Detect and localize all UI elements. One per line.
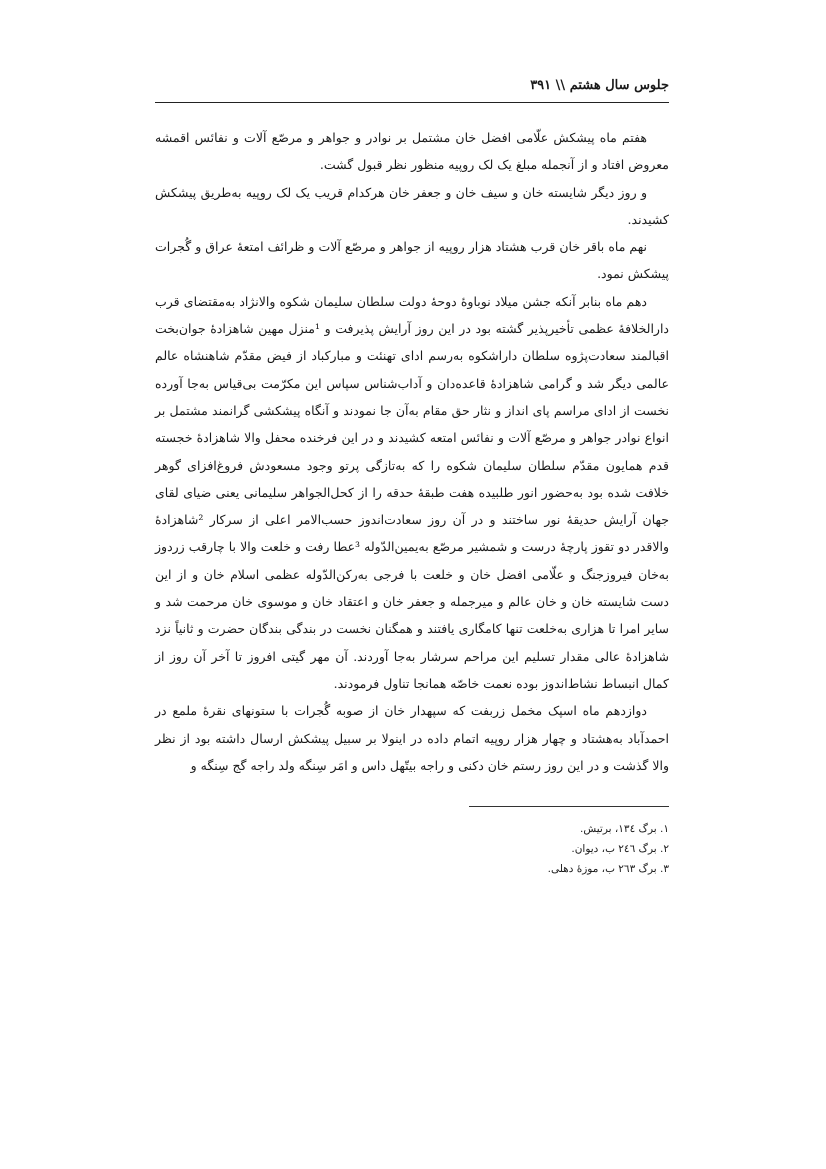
footnote-rule [469, 806, 669, 807]
footnote: ۲. برگ ۲٤٦ ب، دیوان. [571, 843, 669, 855]
paragraph: و روز دیگر شایسته خان و سیف خان و جعفر خان هرکدام قریب یک لک روپیه به‌طریق پیشکش کشیدند. [155, 184, 669, 227]
main-text [155, 124, 669, 779]
footnote: ۱. برگ ۱۳٤، برتیش. [580, 823, 669, 835]
paragraph: نهم ماه باقر خان قرب هشتاد هزار روپیه از جواهر و مرصّع آلات و ظرائف امتعۀ عراق و گُجرات پیشکش نمود. [155, 239, 669, 282]
paragraph: هفتم ماه پیشکش علّامی افضل خان مشتمل بر نوادر و جواهر و مرصّع آلات و نفائس اقمشه معروض افتاد و از آنجمله مبلغ یک لک روپیه منظور نظر قبول گشت. [155, 130, 669, 173]
running-header-title: جلوس سال هشتم \\ ۳۹۱ [530, 78, 669, 93]
running-header [155, 76, 669, 103]
paragraph: دهم ماه بنابر آنکه جشن میلاد نوباوۀ دوحۀ دولت سلطان سلیمان شکوه والانژاد به‌مقتضای قرب دارالخلافۀ عظمی تأخیرپذیر گشته بود در این روز آرایش پذیرفت و ¹منزل مهین شاهزادۀ جوان‌بخت اقبالمند سعادت‌پژوه سلطان داراشکوه به‌رسم ادای تهنئت و مبارکباد از فیض مقدّم شاهنشاه عالم عالمی دیگر شد و گرامی شاهزادۀ قاعده‌دان و آداب‌شناس سپاس این مکرّمت بی‌قیاس به‌جا آورده نخست از ادای مراسم پای انداز و نثار حق مقام به‌آن جا نمودند و آنگاه پیشکشی گرانمند مشتمل بر انواع نوادر جواهر و مرصّع آلات و نفائس امتعه کشیدند و در این فرخنده محفل والا شاهزادۀ خجسته قدم همایون مقدّم سلطان سلیمان شکوه را که به‌تازگی پرتو وجود مسعودش فروغ‌افزای گوهر خلافت شده بود به‌حضور انور طلبیده هفت طبقۀ حدقه را از کحل‌الجواهر سلیمانی یعنی ضیای لقای جهان آرایش حدیقۀ نور ساختند و در آن روز سعادت‌اندوز حسب‌الامر اعلی از سرکار ²شاهزادۀ والاقدر دو تقوز پارچۀ درست و شمشیر مرصّع به‌یمین‌الدّوله ³عطا رفت و خلعت والا با چارقب زردوز به‌خان فیروزجنگ و علّامی افضل خان و خلعت با فرجی به‌رکن‌الدّوله عظمی اسلام خان و از این دست شایسته خان و خان عالم و میرجمله و جعفر خان و اعتقاد خان و موسوی خان مرحمت شد و سایر امرا تا هزاری به‌خلعت تنها کامگاری یافتند و همگنان نخست در بندگی بندگان حضرت و ثانیاً نزد شاهزادۀ عالی مقدار تسلیم این مراحم سرشار به‌جا آوردند. آن مهر گیتی افروز تا آخر آن روز از کمال انبساط نشاط‌اندوز بوده نعمت خاصّه همانجا تناول فرمودند. [155, 293, 669, 691]
footnote: ۳. برگ ۲٦۳ ب، موزۀ دهلی. [547, 863, 669, 875]
paragraph: دوازدهم ماه اسپک مخمل زربفت که سپهدار خان از صوبه گُجرات با ستونهای نقرۀ ملمع در احمدآباد به‌هشتاد و چهار هزار روپیه اتمام داده در اینولا بر سبیل پیشکش ارسال داشته بود از نظر والا گذشت و در این روز رستم خان دکنی و راجه بیتّهل داس و امَر سِنگه ولد راجه گج سِنگه و [155, 703, 669, 773]
footnotes [369, 819, 669, 879]
